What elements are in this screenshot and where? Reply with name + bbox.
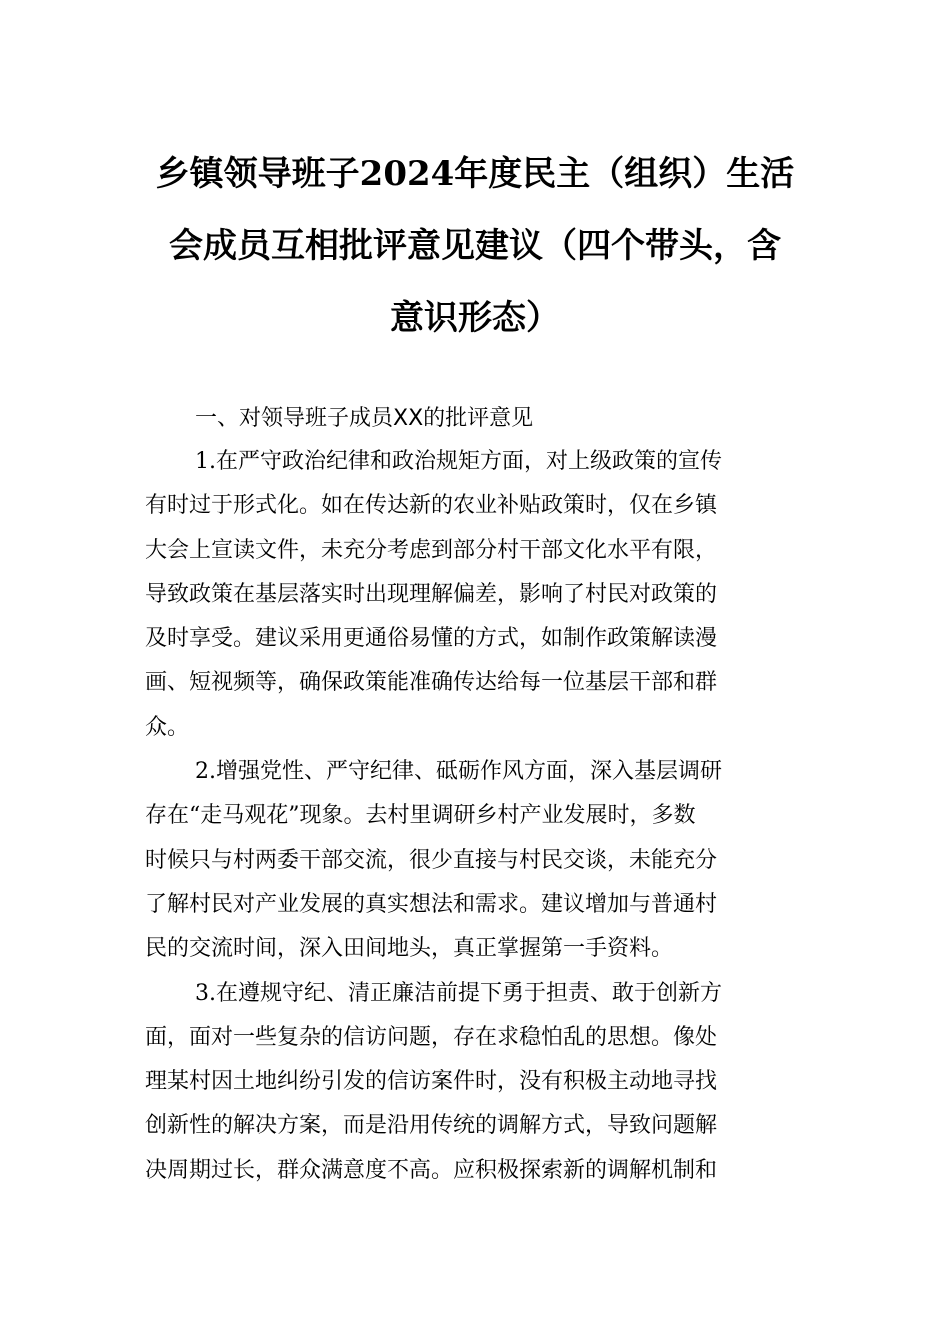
paragraph-line: 民的交流时间，深入田间地头，真正掌握第一手资料。: [145, 936, 674, 962]
paragraph-line: 众。: [145, 714, 190, 740]
paragraph-line: 3.在遵规守纪、清正廉洁前提下勇于担责、敢于创新方: [195, 980, 722, 1006]
paragraph-line: 有时过于形式化。如在传达新的农业补贴政策时，仅在乡镇: [145, 493, 718, 519]
paragraph-line: 1.在严守政治纪律和政治规矩方面，对上级政策的宣传: [195, 449, 722, 474]
paragraph-line: 大会上宣读文件，未充分考虑到部分村干部文化水平有限，: [145, 537, 718, 563]
paragraph-line: 创新性的解决方案，而是沿用传统的调解方式，导致问题解: [145, 1113, 718, 1139]
title-line: 乡镇领导班子2024年度民主（组织）生活: [155, 154, 795, 194]
paragraph-line: 决周期过长，群众满意度不高。应积极探索新的调解机制和: [145, 1157, 718, 1183]
section-heading: 一、对领导班子成员XX的批评意见: [195, 406, 534, 431]
paragraph-2: [145, 750, 810, 971]
document-body: [145, 398, 810, 1193]
paragraph-line: 时候只与村两委干部交流，很少直接与村民交谈，未能充分: [145, 847, 718, 873]
title-line: 意识形态）: [390, 298, 560, 338]
paragraph-line: 理某村因土地纠纷引发的信访案件时，没有积极主动地寻找: [145, 1069, 718, 1095]
title-line: 会成员互相批评意见建议（四个带头，含: [169, 226, 781, 266]
paragraph-3: [145, 972, 810, 1193]
paragraph-line: 画、短视频等，确保政策能准确传达给每一位基层干部和群: [145, 670, 718, 696]
paragraph-line: 导致政策在基层落实时出现理解偏差，影响了村民对政策的: [145, 581, 718, 607]
paragraph-line: 面，面对一些复杂的信访问题，存在求稳怕乱的思想。像处: [145, 1024, 718, 1050]
paragraph-line: 存在“走马观花”现象。去村里调研乡村产业发展时，多数: [145, 803, 696, 829]
paragraph-line: 2.增强党性、严守纪律、砥砺作风方面，深入基层调研: [195, 759, 722, 785]
paragraph-line: 了解村民对产业发展的真实想法和需求。建议增加与普通村: [145, 891, 718, 917]
paragraph-line: 及时享受。建议采用更通俗易懂的方式，如制作政策解读漫: [145, 626, 718, 652]
paragraph-1: [145, 440, 810, 750]
document-title: [130, 138, 820, 354]
